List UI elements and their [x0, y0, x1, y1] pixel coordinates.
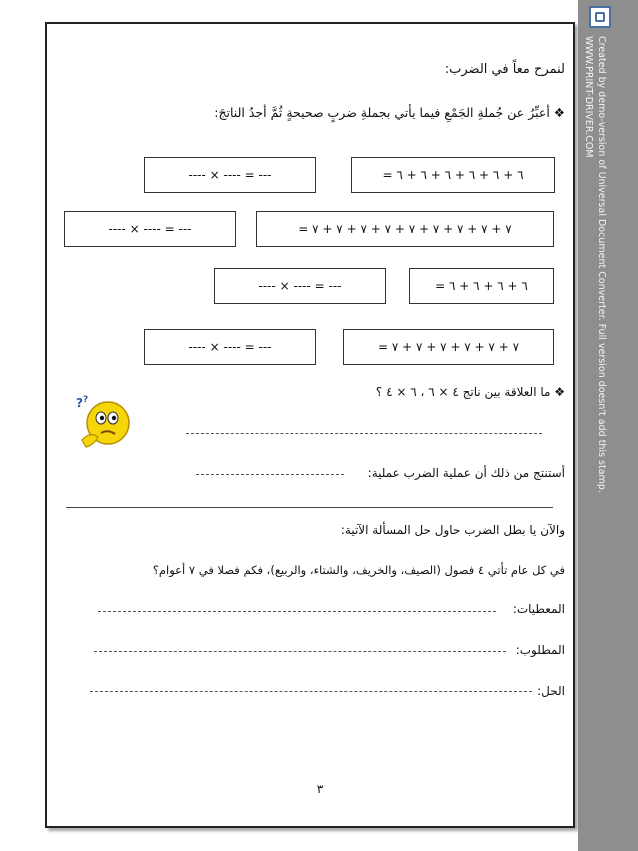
page-number: ٣	[316, 782, 324, 796]
converter-logo-icon	[589, 6, 611, 28]
relation-question: ❖ ما العلاقة بين ناتج ٤ × ٦ ، ٦ × ٤ ؟	[375, 385, 565, 399]
sum-box-3: ٦ + ٦ + ٦ + ٦ =	[409, 268, 554, 304]
word-problem: في كل عام تأتي ٤ فصول (الصيف، والخريف، والشتاء، والربيع)، فكم فصلا في ٧ أعوام؟	[152, 563, 565, 577]
deduce-answer-line[interactable]	[196, 474, 344, 475]
watermark-line-1: Created by demo-version of Universal Document Converter. Full version doesn't add this stamp.	[596, 36, 607, 493]
watermark-line-2: WWW.PRINT-DRIVER.COM	[583, 36, 594, 158]
solution-answer-line[interactable]	[90, 691, 532, 692]
instruction-text: ❖ أعبِّرُ عن جُملةِ الجَمْعِ فيما يأتي بجملةِ ضربٍ صحيحةٍ ثُمَّ أجدُ الناتجَ:	[214, 105, 565, 120]
product-box-4[interactable]: ---- × ---- = ---	[144, 329, 316, 365]
challenge-intro: والآن يا بطل الضرب حاول حل المسألة الآتية:	[340, 523, 565, 537]
svg-text:?: ?	[76, 396, 83, 410]
product-box-1[interactable]: ---- × ---- = ---	[144, 157, 316, 193]
givens-answer-line[interactable]	[98, 611, 496, 612]
sum-box-2: ٧ + ٧ + ٧ + ٧ + ٧ + ٧ + ٧ + ٧ + ٧ =	[256, 211, 554, 247]
worksheet-title: لنمرح معاً في الضرب:	[444, 62, 565, 77]
givens-label: المعطيات:	[512, 602, 565, 616]
solution-label: الحل:	[537, 684, 565, 698]
product-box-3[interactable]: ---- × ---- = ---	[214, 268, 386, 304]
required-label: المطلوب:	[515, 643, 565, 657]
sum-box-1: ٦ + ٦ + ٦ + ٦ + ٦ + ٦ =	[351, 157, 555, 193]
required-answer-line[interactable]	[94, 651, 506, 652]
product-box-2[interactable]: ---- × ---- = ---	[64, 211, 236, 247]
deduce-label: أستنتج من ذلك أن عملية الضرب عملية:	[367, 466, 565, 480]
section-divider	[66, 507, 553, 508]
thinking-face-icon	[72, 393, 134, 455]
sum-box-4: ٧ + ٧ + ٧ + ٧ + ٧ + ٧ =	[343, 329, 554, 365]
svg-text:?: ?	[83, 395, 89, 405]
watermark-text	[582, 36, 608, 493]
relation-answer-line[interactable]	[186, 433, 542, 434]
